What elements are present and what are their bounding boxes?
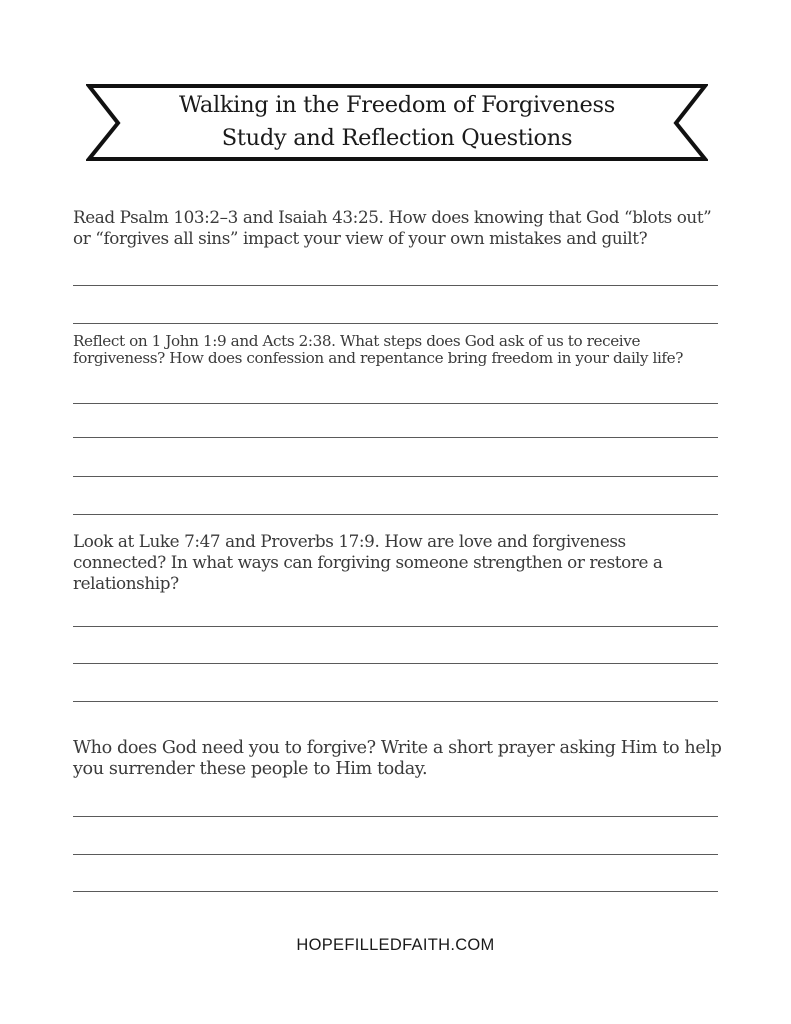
title-line-1: Walking in the Freedom of Forgiveness: [178, 92, 616, 118]
question-4: Who does God need you to forgive? Write a short prayer asking Him to help you surrender these people to Him today.: [73, 738, 722, 779]
answer-line[interactable]: [73, 437, 718, 438]
answer-line[interactable]: [73, 854, 718, 855]
page-title: [86, 89, 708, 155]
question-3: Look at Luke 7:47 and Proverbs 17:9. How are love and forgiveness connected? In what ways can forgiving someone strengthen or restore a relationship?: [73, 531, 663, 593]
answer-line[interactable]: [73, 476, 718, 477]
title-line-2: Study and Reflection Questions: [221, 125, 573, 151]
answer-line[interactable]: [73, 285, 718, 286]
answer-line[interactable]: [73, 816, 718, 817]
website-footer: HOPEFILLEDFAITH.COM: [296, 936, 495, 954]
answer-line[interactable]: [73, 701, 718, 702]
title-banner: [86, 83, 708, 162]
answer-line[interactable]: [73, 891, 718, 892]
question-1: Read Psalm 103:2–3 and Isaiah 43:25. How does knowing that God “blots out” or “forgives all sins” impact your view of your own mistakes and guilt?: [73, 207, 712, 248]
question-2: Reflect on 1 John 1:9 and Acts 2:38. What steps does God ask of us to receive forgiveness? How does confession and repentance bring freedom in your daily life?: [73, 332, 683, 367]
answer-line[interactable]: [73, 323, 718, 324]
answer-line[interactable]: [73, 663, 718, 664]
answer-line[interactable]: [73, 403, 718, 404]
answer-line[interactable]: [73, 514, 718, 515]
answer-line[interactable]: [73, 626, 718, 627]
